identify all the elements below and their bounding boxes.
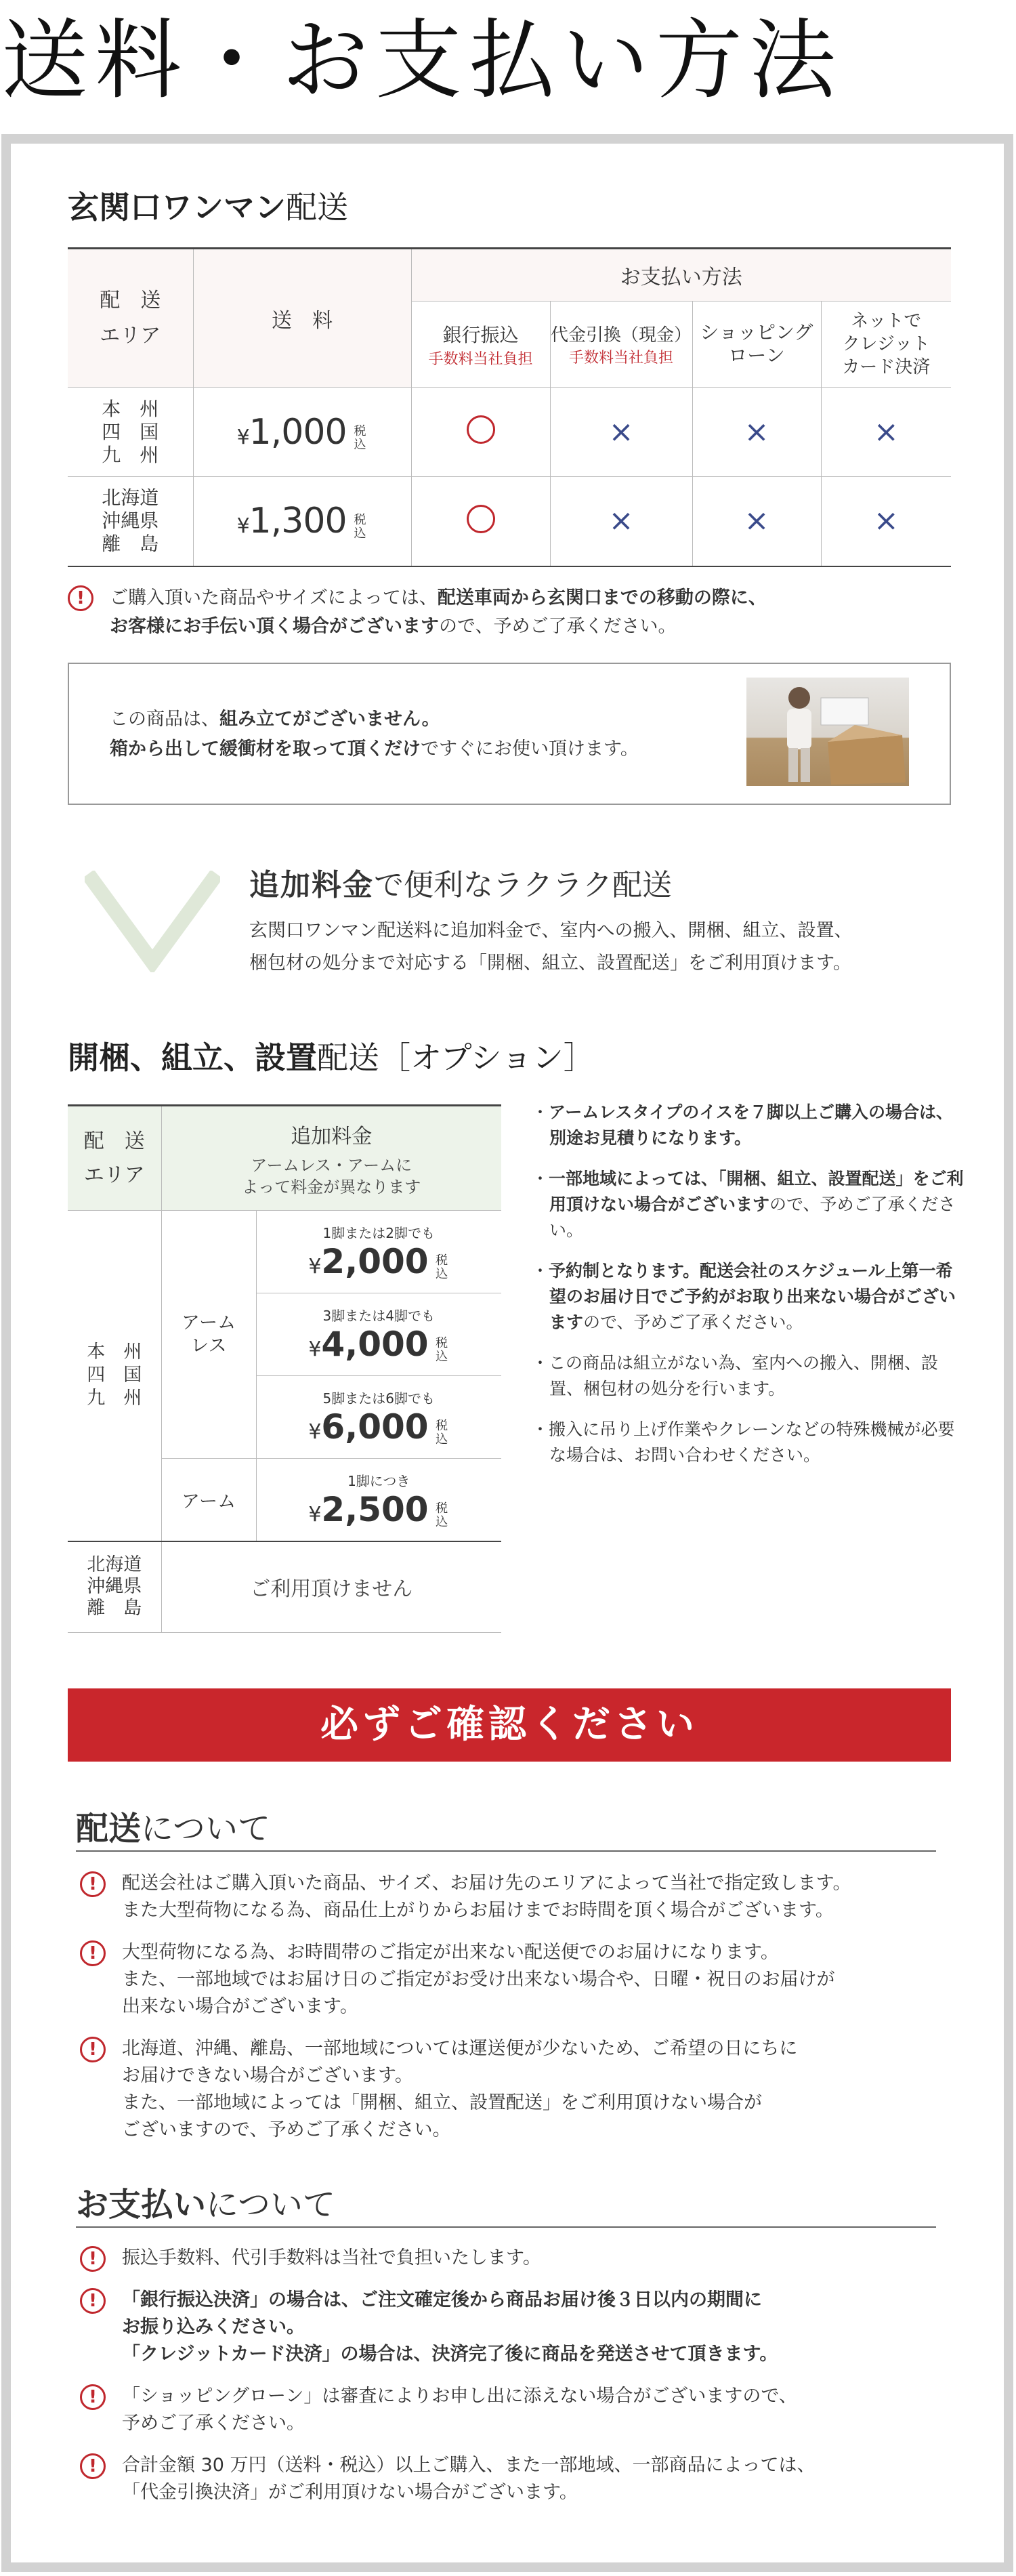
pay-method-label: 銀行振込 [442,323,519,346]
delivery-heading [76,1802,936,1852]
exclamation-icon: ! [80,2384,106,2410]
assembly-bold: 組み立てがございません。 [219,709,440,730]
price-value: 1,300 [249,501,347,542]
option-title-plain: 配送［オプション］ [317,1039,595,1076]
shipping-fee-table [68,247,951,567]
opt-price-cell [256,1211,501,1293]
delivery-item [80,2035,947,2144]
yen-sign: ¥ [308,1337,322,1361]
delivery-list [80,1870,947,2144]
delivery-heading-plain: について [141,1810,271,1848]
delivery-item [80,1939,947,2020]
tax-label: 税込 [354,423,366,452]
row-price [193,388,411,477]
exclamation-icon: ! [68,585,93,611]
exclamation-icon: ! [80,1940,106,1966]
tax-label: 税込 [436,1336,448,1365]
yen-sign: ¥ [308,1254,322,1279]
mark-credit [821,388,951,477]
opt-col-fee-label: 追加料金 [291,1124,373,1148]
payment-list [80,2245,947,2506]
pay-method-note: 手数料当社負担 [428,350,533,368]
delivery-item-text: 北海道、沖縄、離島、一部地域については運送便が少ないため、ご希望の日にちに お届けできない場合がございます。 また、一部地域によっては「開梱、組立、設置配送」をご利用頂けない場合が ございますので、予めご了承ください。 [122,2038,798,2140]
exclamation-icon: ! [80,1871,106,1897]
tax-label: 税込 [436,1253,448,1282]
option-fee-table [68,1104,501,1633]
opt-area-main: 本 州 四 国 九 州 [68,1211,161,1541]
upsell-body: 玄関口ワンマン配送料に追加料金で、室内への搬入、開梱、組立、設置、 梱包材の処分まで対応する「開梱、組立、設置配送」をご利用頂けます。 [249,920,853,974]
unavailable-cross-icon: × [608,414,634,449]
mark-bank [411,477,550,566]
row-area: 本 州 四 国 九 州 [68,388,193,477]
unavailable-cross-icon: × [873,503,899,539]
mark-loan [692,477,821,566]
tax-label: 税込 [436,1419,448,1447]
opt-price-cell [256,1459,501,1541]
mark-credit [821,477,951,566]
pay-method-bank [411,302,550,388]
delivery-item-text: 大型荷物になる為、お時間帯のご指定が出来ない配送便でのお届けになります。 また、一部地域ではお届け日のご指定がお受け出来ない場合や、日曜・祝日のお届けが 出来ない場合がございます。 [122,1942,835,2017]
pay-method-credit: ネットで クレジット カード決済 [821,302,951,388]
payment-bold: 「銀行振込決済」の場合は、ご注文確定後から商品お届け後３日以内の期間に お振り込みください。 「クレジットカード決済」の場合は、決済完了後に商品を発送させて頂きます。 [122,2289,778,2365]
option-note: ・搬入に吊り上げ作業やクレーンなどの特殊機械が必要な場合は、お問い合わせください。 [532,1419,955,1465]
assembly-bold: 箱から出して緩衝材を取って頂くだけ [110,739,421,760]
assembly-plain: ですぐにお使い頂けます。 [421,739,639,760]
option-notes [532,1100,965,1483]
pay-method-loan: ショッピング ローン [692,302,821,388]
available-circle-icon [467,505,495,533]
notice-bold: 配送車両から玄関口までの移動の際に、 [437,587,767,608]
chevron-down-icon [85,871,220,972]
no-assembly-text [110,705,639,764]
row-price [193,477,411,566]
tax-label: 税込 [354,513,366,541]
must-read-banner: 必ずご確認ください [68,1688,951,1762]
payment-item-text [122,2245,541,2272]
doorstep-notice-text [110,584,767,641]
exclamation-icon: ! [80,2246,106,2272]
yen-sign: ¥ [236,425,249,449]
option-note: ・アームレスタイプのイスを７脚以上ご購入の場合は、別途お見積りになります。 [532,1102,954,1148]
option-title-bold: 開梱、組立、設置 [68,1039,317,1076]
price-value: 1,000 [249,411,347,453]
unboxing-photo [746,678,909,786]
exclamation-icon: ! [80,2288,106,2314]
upsell-title-plain: で便利なラクラク配送 [374,868,672,902]
note-plain: ので、予めご了承ください。 [583,1312,803,1332]
mark-cod [550,477,692,566]
unavailable-cross-icon: × [873,414,899,449]
person-unboxing-illustration [746,678,909,786]
page-title: 送料・お支払い方法 [1,10,843,111]
upsell-title-bold: 追加料金 [249,868,374,902]
option-note: ・予約制となります。配送会社のスケジュール上第一希望のお届け日でご予約がお取り出来ない場合がございますので、予めご了承ください。 [532,1261,956,1332]
opt-price-value: 2,500 [321,1489,429,1529]
exclamation-icon: ! [80,2453,106,2479]
note-bold: 一部地域によっては、「開梱、組立、設置配送」をご利用頂けない場合がございます [549,1169,964,1214]
note-plain: 搬入に吊り上げ作業やクレーンなどの特殊機械が必要な場合は、お問い合わせください。 [549,1419,955,1465]
option-note: ・一部地域によっては、「開梱、組立、設置配送」をご利用頂けない場合がございますので、予めご了承ください。 [532,1169,964,1240]
opt-col-area: 配 送 エリア [68,1106,161,1211]
note-bold: 予約制となります。配送会社のスケジュール上第一希望のお届け日でご予約がお取り出来ない場合がございます [549,1261,956,1332]
col-payment-header: お支払い方法 [411,249,951,302]
no-assembly-box [68,663,951,805]
pay-method-cod [550,302,692,388]
payment-item [80,2383,947,2437]
doorstep-title-main: 玄関口ワンマン [68,189,286,226]
note-plain: ので、予めご了承ください。 [549,1194,956,1240]
doorstep-notice [68,584,948,641]
note-plain: この商品は組立がない為、室内への搬入、開梱、設置、梱包材の処分を行います。 [549,1353,939,1398]
payment-plain: 合計金額 30 万円（送料・税込）以上ご購入、また一部地域、一部商品によっては、 「代金引換決済」がご利用頂けない場合がございます。 [122,2455,816,2503]
mark-cod [550,388,692,477]
assembly-plain: この商品は、 [110,709,219,730]
payment-item-text [122,2383,797,2437]
payment-item-text [122,2452,816,2506]
unavailable-cross-icon: × [744,414,769,449]
payment-heading-bold: お支払い [76,2186,207,2224]
opt-price-value: 4,000 [321,1324,429,1364]
option-note: ・この商品は組立がない為、室内への搬入、開梱、設置、梱包材の処分を行います。 [532,1353,939,1398]
doorstep-title-sub: 配送 [286,189,348,226]
payment-heading-plain: について [206,2186,336,2224]
pay-method-note: 手数料当社負担 [568,350,673,367]
unavailable-cross-icon: × [608,503,634,539]
option-section-title [68,1033,595,1078]
payment-heading [76,2178,936,2228]
payment-plain: 「ショッピングローン」は審査によりお申し出に添えない場合がございますので、 予めご了承ください。 [122,2386,797,2434]
opt-price-value: 2,000 [321,1241,429,1281]
payment-item-text [122,2287,778,2368]
row-area: 北海道 沖縄県 離 島 [68,477,193,566]
payment-item [80,2452,947,2506]
notice-plain: ので、予めご了承ください。 [439,616,677,637]
payment-item [80,2245,947,2272]
opt-price-value: 6,000 [321,1407,429,1447]
delivery-item [80,1870,947,1924]
delivery-item-text: 配送会社はご購入頂いた商品、サイズ、お届け先のエリアによって当社で指定致します。 また大型荷物になる為、商品仕上がりからお届けまでお時間を頂く場合がございます。 [122,1873,851,1921]
note-bold: アームレスタイプのイスを７脚以上ご購入の場合は、別途お見積りになります。 [549,1102,954,1148]
opt-area-remote: 北海道 沖縄県 離 島 [68,1541,161,1633]
payment-plain: 振込手数料、代引手数料は当社で負担いたします。 [122,2247,541,2268]
opt-armless: アーム レス [161,1211,256,1459]
opt-price-caption: 5脚または6脚でも [322,1390,435,1407]
opt-col-fee-note: アームレス・アームに よって料金が異なります [242,1155,421,1197]
opt-price-caption: 1脚または2脚でも [322,1224,435,1241]
doorstep-section-title [68,183,348,228]
notice-bold: お客様にお手伝い頂く場合がございます [110,616,439,637]
col-area-header: 配 送 エリア [68,249,193,388]
opt-price-caption: 1脚につき [347,1472,410,1489]
opt-arm: アーム [161,1459,256,1541]
exclamation-icon: ! [80,2037,106,2062]
payment-item [80,2287,947,2368]
available-circle-icon [467,415,495,444]
yen-sign: ¥ [236,514,249,539]
col-fee-header: 送 料 [193,249,411,388]
mark-bank [411,388,550,477]
notice-plain: ご購入頂いた商品やサイズによっては、 [110,587,438,608]
opt-unavailable: ご利用頂けません [161,1541,501,1633]
opt-price-cell [256,1376,501,1459]
yen-sign: ¥ [308,1502,322,1526]
opt-price-caption: 3脚または4脚でも [322,1307,435,1324]
mark-loan [692,388,821,477]
opt-col-fee [161,1106,501,1211]
delivery-heading-bold: 配送 [76,1810,142,1848]
unavailable-cross-icon: × [744,503,769,539]
tax-label: 税込 [436,1501,448,1529]
opt-price-cell [256,1293,501,1376]
pay-method-label: 代金引換（現金） [550,325,692,346]
yen-sign: ¥ [308,1419,322,1444]
upsell-title [249,860,672,904]
